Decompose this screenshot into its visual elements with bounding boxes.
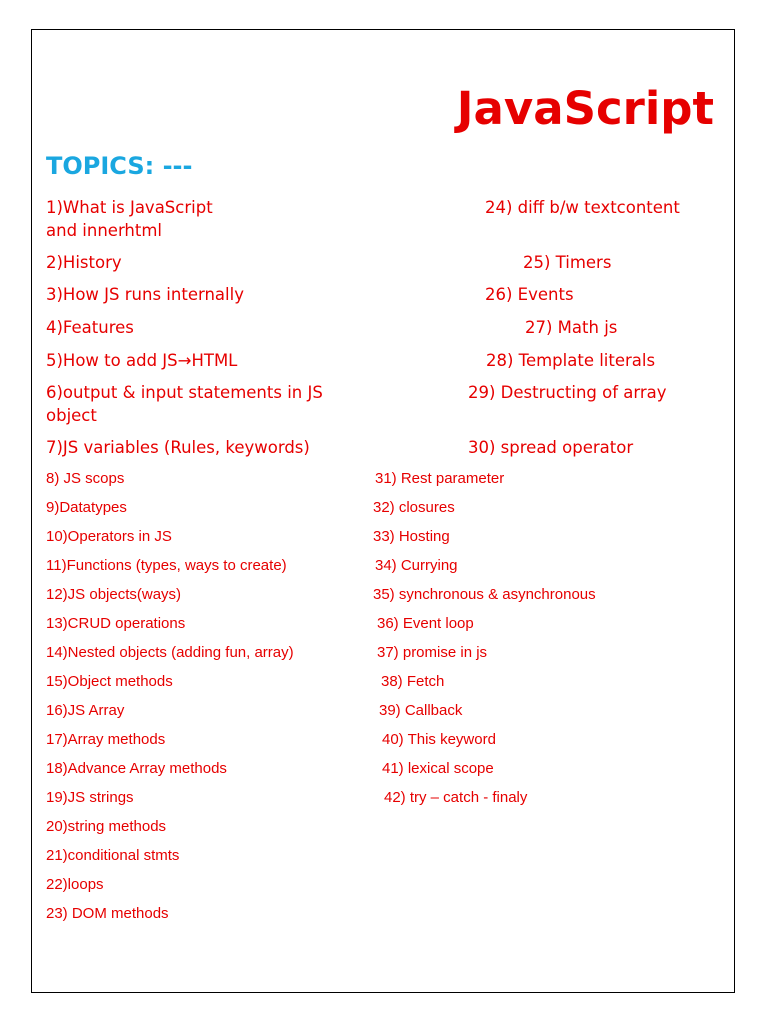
topics-heading: TOPICS: --- bbox=[46, 152, 193, 180]
topic-item: 39) Callback bbox=[379, 702, 463, 719]
topic-item: 38) Fetch bbox=[381, 673, 445, 690]
topic-item: 12)JS objects(ways) bbox=[46, 586, 182, 603]
topic-item: 10)Operators in JS bbox=[46, 528, 172, 545]
topic-item: 42) try – catch - finaly bbox=[384, 789, 528, 806]
topic-item: 40) This keyword bbox=[382, 731, 496, 748]
topic-item: 8) JS scops bbox=[46, 470, 125, 487]
topic-item: 5)How to add JS→HTML bbox=[46, 351, 238, 370]
topic-item: 25) Timers bbox=[523, 253, 612, 272]
topic-item: 13)CRUD operations bbox=[46, 615, 186, 632]
topic-item: 19)JS strings bbox=[46, 789, 134, 806]
topic-item: 15)Object methods bbox=[46, 673, 173, 690]
topic-item: 28) Template literals bbox=[486, 351, 656, 370]
topic-item: 30) spread operator bbox=[468, 438, 634, 457]
topic-item: 1)What is JavaScript bbox=[46, 198, 213, 217]
topic-item: 20)string methods bbox=[46, 818, 167, 835]
topic-item: 34) Currying bbox=[375, 557, 458, 574]
topic-item: 35) synchronous & asynchronous bbox=[373, 586, 596, 603]
topic-item: 4)Features bbox=[46, 318, 134, 337]
topic-item: 29) Destructing of array bbox=[468, 383, 667, 402]
topic-item: 23) DOM methods bbox=[46, 905, 169, 922]
topic-item: 18)Advance Array methods bbox=[46, 760, 227, 777]
topic-item: 27) Math js bbox=[525, 318, 618, 337]
topic-item: 14)Nested objects (adding fun, array) bbox=[46, 644, 294, 661]
topic-item: 41) lexical scope bbox=[382, 760, 494, 777]
topic-item: 36) Event loop bbox=[377, 615, 474, 632]
document-title: JavaScript bbox=[456, 82, 714, 135]
topic-item: 33) Hosting bbox=[373, 528, 450, 545]
topic-item: 16)JS Array bbox=[46, 702, 125, 719]
topic-item: 2)History bbox=[46, 253, 122, 272]
topic-item: 11)Functions (types, ways to create) bbox=[46, 557, 287, 574]
topic-item: 32) closures bbox=[373, 499, 455, 516]
topic-item: 21)conditional stmts bbox=[46, 847, 180, 864]
topic-item: 6)output & input statements in JS bbox=[46, 383, 323, 402]
topic-item: 22)loops bbox=[46, 876, 104, 893]
topic-item: 17)Array methods bbox=[46, 731, 166, 748]
topic-item: and innerhtml bbox=[46, 221, 163, 240]
topic-item: 24) diff b/w textcontent bbox=[485, 198, 680, 217]
topic-item: 37) promise in js bbox=[377, 644, 488, 661]
topic-item: 9)Datatypes bbox=[46, 499, 127, 516]
topic-item: 7)JS variables (Rules, keywords) bbox=[46, 438, 310, 457]
topic-item: 3)How JS runs internally bbox=[46, 285, 244, 304]
topic-item: object bbox=[46, 406, 97, 425]
topic-item: 26) Events bbox=[485, 285, 574, 304]
topic-item: 31) Rest parameter bbox=[375, 470, 505, 487]
